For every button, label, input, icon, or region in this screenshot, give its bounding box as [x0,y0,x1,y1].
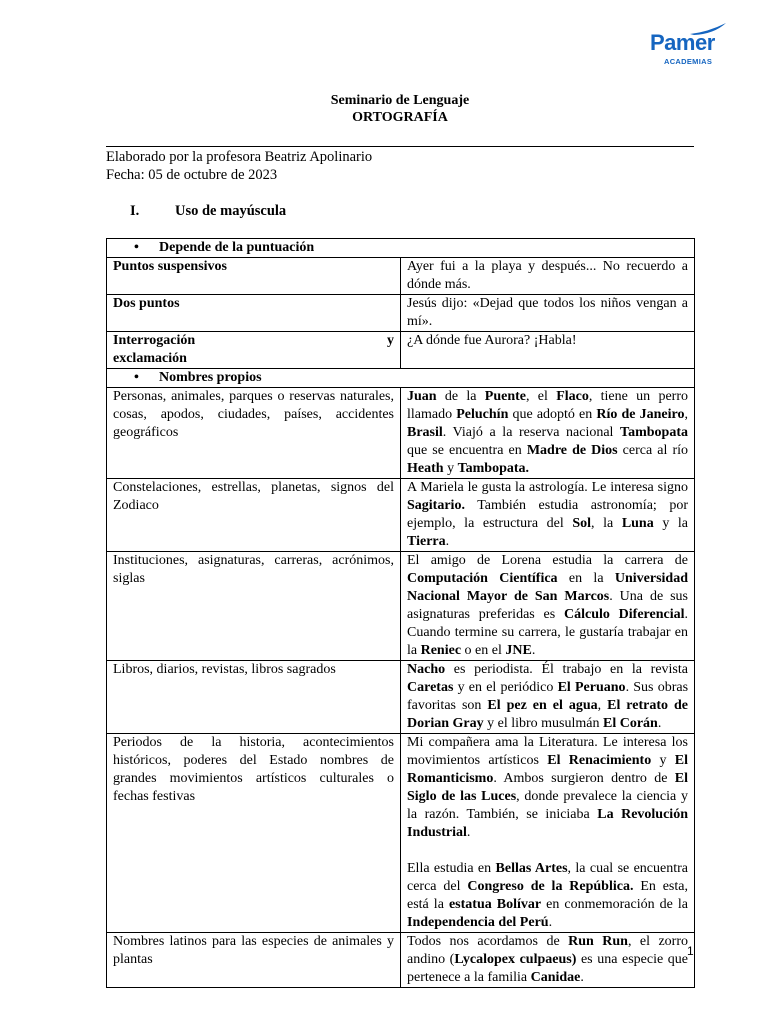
example-text: , [684,407,688,422]
example-text: Mi compañera ama la Literatura. Le interesa los movimientos artísticos [407,735,688,768]
rule-example [401,552,695,661]
highlighted-term: El Renacimiento [547,753,652,768]
example-paragraph [407,734,688,842]
table-row [107,734,695,933]
highlighted-term: Río de Janeiro [596,407,685,422]
example-text: Todos nos acordamos de [407,934,569,949]
example-text: . [531,643,536,658]
logo-brand: Pamer [650,30,715,55]
highlighted-term: Nacho [407,662,446,677]
highlighted-term: estatua Bolívar [448,897,542,912]
example-text: . [548,915,553,930]
example-text: , la [591,516,622,531]
label-part: exclamación [113,351,187,366]
example-text: y el libro musulmán [483,716,603,731]
highlighted-term: Peluchín [456,407,509,422]
bullet-icon: • [134,370,139,385]
highlighted-term: Independencia del Perú [407,915,549,930]
example-text: , el zorro andino ( [407,934,688,967]
example-text: . [466,825,471,840]
highlighted-term: Tambopata. [457,461,530,476]
example-text: y en el periódico [453,680,558,695]
date-line: Fecha: 05 de octubre de 2023 [106,167,278,183]
example-paragraph [407,860,688,932]
highlighted-term: Cálculo Diferencial [563,607,685,622]
highlighted-term: Sol [572,516,592,531]
example-text: En esta, está la [407,879,688,912]
section-title: Uso de mayúscula [175,203,287,219]
example-text: de la [436,389,485,404]
highlighted-term: Reniec [420,643,462,658]
rule-label: Periodos de la historia, acontecimientos históricos, poderes del Estado nombres de grandes movimientos artísticos culturales o fechas festivas [107,734,401,933]
example-text: , la cual se encuentra cerca del [407,861,688,894]
rule-example [401,388,695,479]
highlighted-term: La Revolución Industrial [407,807,688,840]
rule-example [401,734,695,933]
example-text: . Sus obras favoritas son [407,680,689,713]
highlighted-term: Congreso de la República. [467,879,634,894]
highlighted-term: Luna [621,516,654,531]
table-row [107,933,695,988]
document-title: Seminario de Lenguaje [330,93,470,108]
section-number: I. [130,203,140,219]
highlighted-term: Heath [407,461,444,476]
rule-label: Constelaciones, estrellas, planetas, signos del Zodiaco [107,479,401,552]
highlighted-term: Run Run [568,934,628,949]
example-text: o en el [461,643,506,658]
example-text: y [443,461,458,476]
rule-label: Nombres latinos para las especies de animales y plantas [107,933,401,988]
table-row [107,552,695,661]
example-text: y la [653,516,689,531]
highlighted-term: Canidae [530,970,581,985]
example-text: , el [526,389,557,404]
example-text: es periodista. Él trabajo en la revista [445,662,688,677]
capitalization-table [106,238,695,988]
example-text: . [657,716,662,731]
label-line [113,332,394,350]
example-text: , donde prevalece la ciencia y la razón. También, se iniciaba [407,789,689,822]
example-text: en la [557,571,615,586]
table-row [107,388,695,479]
highlighted-term: Brasil [407,425,443,440]
example-text: Ella estudia en [407,861,496,876]
highlighted-term: El Corán [603,716,658,731]
header-divider [106,146,694,147]
table-row [107,661,695,734]
example-text: . Cuando termine su carrera, le gustaría trabajar en la [407,607,688,658]
group-header-propios [107,369,695,388]
group-title: Nombres propios [159,370,262,385]
rule-example [401,479,695,552]
example-text: . Una de sus asignaturas preferidas es [407,589,688,622]
highlighted-term: Universidad Nacional Mayor de San Marcos [407,571,688,604]
table-row [107,479,695,552]
highlighted-term: Caretas [407,680,454,695]
rule-label: Personas, animales, parques o reservas naturales, cosas, apodos, ciudades, países, accidentes geográficos [107,388,401,479]
example-text: , [597,698,608,713]
table-row [107,258,695,295]
table-row [107,295,695,332]
example-text: en conmemoración de la [541,897,689,912]
highlighted-term: Flaco [556,389,589,404]
label-part: Interrogación [113,333,196,348]
example-text: y [651,753,675,768]
example-text: A Mariela le gusta la astrología. Le interesa signo [407,480,688,495]
rule-label: Libros, diarios, revistas, libros sagrados [107,661,401,734]
page-number: 1 [687,944,694,958]
group-header-puntuacion [107,239,695,258]
label-part: y [387,333,394,348]
highlighted-term: El Peruano [557,680,626,695]
author-line: Elaborado por la profesora Beatriz Apolinario [106,149,373,165]
example-text: El amigo de Lorena estudia la carrera de [407,553,688,568]
rule-label: Dos puntos [107,295,401,332]
example-text: . [580,970,584,985]
highlighted-term: Lycalopex culpaeus) [454,952,577,967]
highlighted-term: Bellas Artes [495,861,568,876]
pamer-logo [648,22,732,68]
highlighted-term: JNE [505,643,532,658]
example-text: cerca al río [617,443,688,458]
rule-label [107,332,401,369]
highlighted-term: El pez en el agua [487,698,598,713]
rule-example [401,661,695,734]
highlighted-term: Puente [484,389,526,404]
example-text: que adoptó en [508,407,597,422]
example-text: que se encuentra en [407,443,527,458]
example-text: . Viajó a la reserva nacional [442,425,621,440]
highlighted-term: El retrato de Dorian Gray [407,698,688,731]
example-text: , tiene un perro llamado [407,389,688,422]
logo-subtitle: ACADEMIAS [664,57,713,66]
table-row [107,332,695,369]
rule-example: Jesús dijo: «Dejad que todos los niños vengan a mí». [401,295,695,332]
rule-label: Instituciones, asignaturas, carreras, acrónimos, siglas [107,552,401,661]
highlighted-term: El Siglo de las Luces [407,771,688,804]
example-text: También estudia astronomía; por ejemplo, la estructura del [407,498,688,531]
rule-example: ¿A dónde fue Aurora? ¡Habla! [401,332,695,369]
example-text: es una especie que pertenece a la familia [407,952,688,985]
group-title: Depende de la puntuación [159,240,315,255]
paragraph-gap [407,842,688,860]
highlighted-term: Sagitario. [407,498,465,513]
highlighted-term: Tambopata [620,425,688,440]
highlighted-term: Tierra [407,534,446,549]
highlighted-term: Computación Científica [407,571,558,586]
document-subtitle: ORTOGRAFÍA [352,110,448,125]
rule-example [401,933,695,988]
rule-example: Ayer fui a la playa y después... No recuerdo a dónde más. [401,258,695,295]
highlighted-term: Madre de Dios [526,443,618,458]
rule-label: Puntos suspensivos [107,258,401,295]
highlighted-term: El Romanticismo [407,753,689,786]
example-text: . Ambos surgieron dentro de [493,771,675,786]
bullet-icon: • [134,240,139,255]
highlighted-term: Juan [407,389,437,404]
example-text: . [445,534,450,549]
